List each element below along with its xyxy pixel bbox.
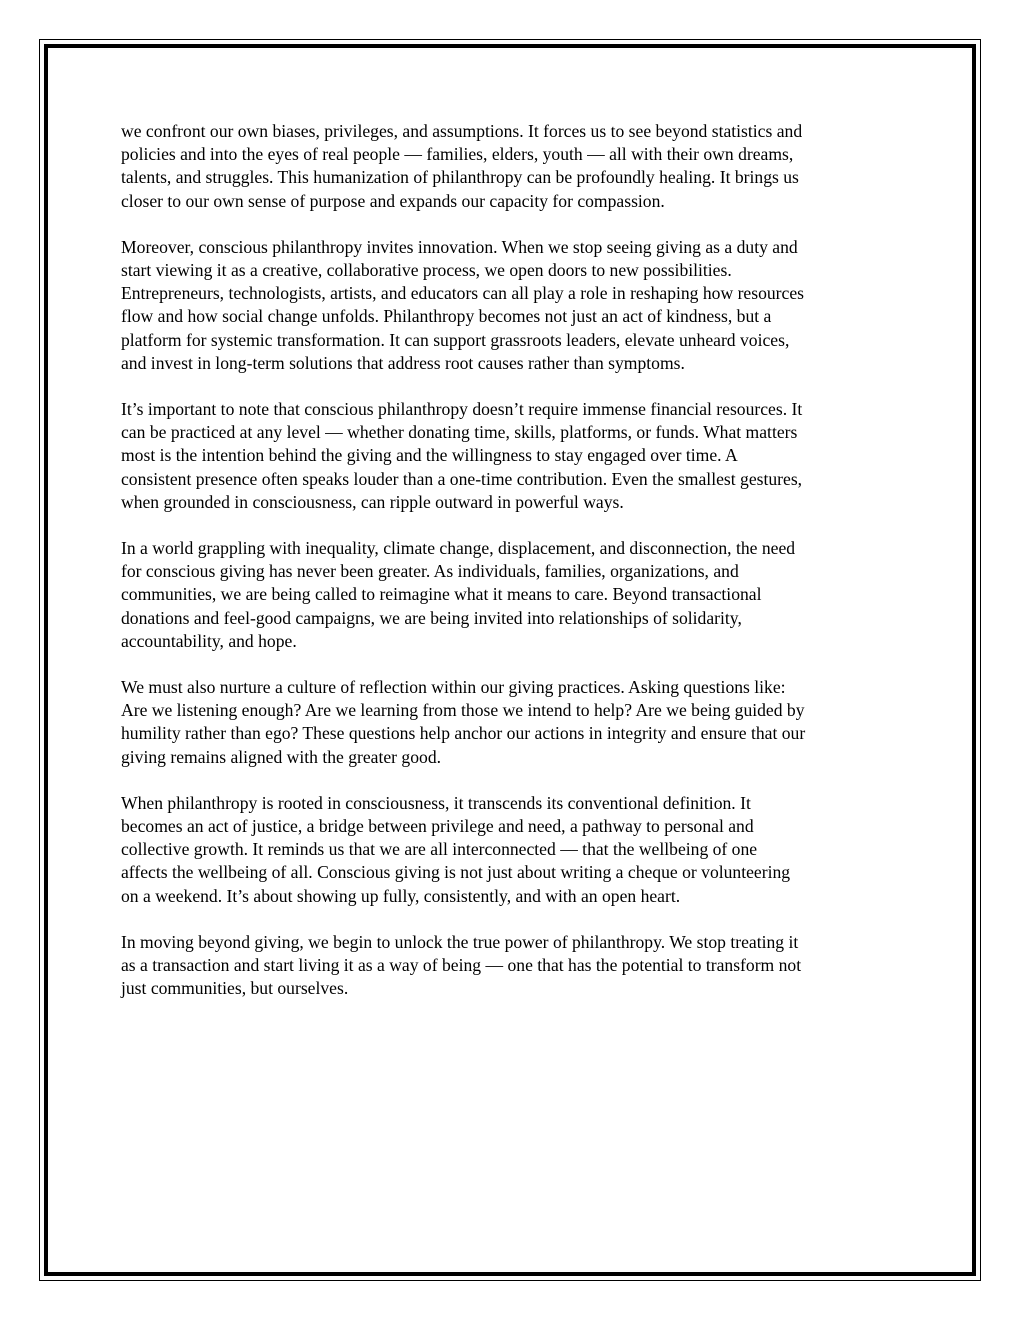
document-body	[121, 120, 911, 1024]
paragraph-biases	[121, 120, 911, 213]
text-line: policies and into the eyes of real people — families, elders, youth — all with their own dreams,	[121, 144, 794, 165]
text-line: closer to our own sense of purpose and expands our capacity for compassion.	[121, 190, 665, 211]
paragraph-conclusion	[121, 931, 911, 1001]
paragraph-reflection	[121, 676, 911, 769]
text-line: Are we listening enough? Are we learning from those we intend to help? Are we being guided by	[121, 700, 805, 721]
text-line: When philanthropy is rooted in consciousness, it transcends its conventional definition. It	[121, 792, 751, 813]
text-line: In a world grappling with inequality, climate change, displacement, and disconnection, the need	[121, 538, 796, 559]
paragraph-resources	[121, 398, 911, 514]
text-line: on a weekend. It’s about showing up fully, consistently, and with an open heart.	[121, 885, 681, 906]
text-line: and invest in long-term solutions that address root causes rather than symptoms.	[121, 352, 685, 373]
text-line: donations and feel-good campaigns, we are being invited into relationships of solidarity,	[121, 607, 742, 628]
text-line: affects the wellbeing of all. Conscious giving is not just about writing a cheque or volunteering	[121, 862, 791, 883]
text-line: We must also nurture a culture of reflection within our giving practices. Asking questions like:	[121, 677, 786, 698]
text-line: platform for systemic transformation. It can support grassroots leaders, elevate unheard voices,	[121, 329, 790, 350]
text-line: we confront our own biases, privileges, and assumptions. It forces us to see beyond statistics and	[121, 121, 803, 141]
text-line: most is the intention behind the giving and the willingness to stay engaged over time. A	[121, 445, 738, 466]
text-line: for conscious giving has never been greater. As individuals, families, organizations, and	[121, 561, 739, 582]
text-line: In moving beyond giving, we begin to unlock the true power of philanthropy. We stop treating it	[121, 931, 799, 952]
text-line: talents, and struggles. This humanization of philanthropy can be profoundly healing. It brings us	[121, 167, 799, 188]
text-line: when grounded in consciousness, can ripple outward in powerful ways.	[121, 491, 624, 512]
text-line: communities, we are being called to reimagine what it means to care. Beyond transactional	[121, 584, 762, 605]
paragraph-consciousness	[121, 792, 911, 908]
text-line: can be practiced at any level — whether donating time, skills, platforms, or funds. What matters	[121, 422, 798, 443]
text-line: Entrepreneurs, technologists, artists, and educators can all play a role in reshaping how resources	[121, 283, 805, 304]
text-line: accountability, and hope.	[121, 630, 297, 651]
paragraph-world	[121, 537, 911, 653]
text-line: humility rather than ego? These questions help anchor our actions in integrity and ensure that our	[121, 723, 806, 744]
text-line: giving remains aligned with the greater good.	[121, 746, 442, 767]
text-line: start viewing it as a creative, collaborative process, we open doors to new possibilities.	[121, 260, 732, 281]
text-line: It’s important to note that conscious philanthropy doesn’t require immense financial resources. It	[121, 399, 803, 420]
text-line: just communities, but ourselves.	[121, 978, 349, 999]
paragraph-innovation	[121, 236, 911, 375]
text-line: Moreover, conscious philanthropy invites innovation. When we stop seeing giving as a duty and	[121, 236, 798, 257]
text-line: collective growth. It reminds us that we are all interconnected — that the wellbeing of one	[121, 839, 758, 860]
text-line: as a transaction and start living it as a way of being — one that has the potential to transform not	[121, 955, 802, 976]
text-line: flow and how social change unfolds. Philanthropy becomes not just an act of kindness, but a	[121, 306, 772, 327]
text-line: consistent presence often speaks louder than a one-time contribution. Even the smallest gestures,	[121, 468, 803, 489]
text-line: becomes an act of justice, a bridge between privilege and need, a pathway to personal and	[121, 816, 754, 837]
